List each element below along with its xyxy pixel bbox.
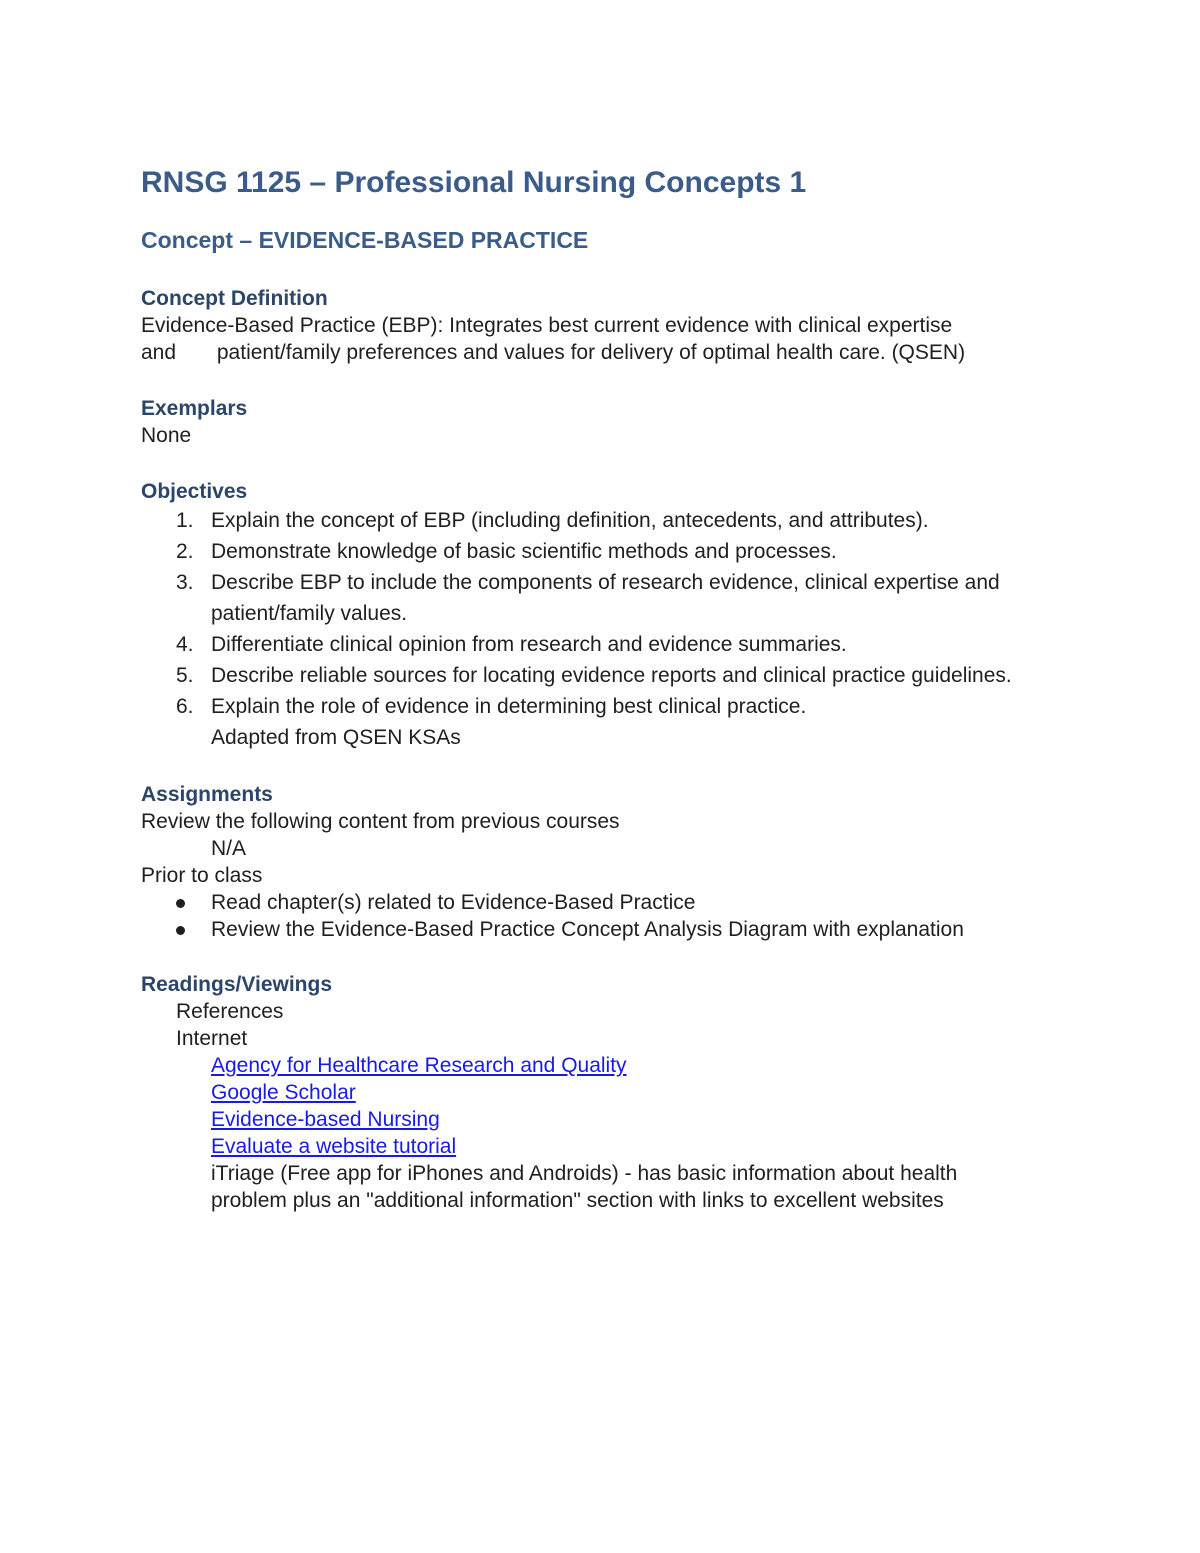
list-item-number: 1.: [176, 509, 194, 532]
list-item-text: Explain the concept of EBP (including definition, antecedents, and attributes).: [211, 509, 929, 532]
readings-section: [141, 971, 1081, 1214]
concept-title: Concept – EVIDENCE-BASED PRACTICE: [141, 227, 589, 253]
itriage-line-1: iTriage (Free app for iPhones and Androids) - has basic information about health: [211, 1162, 958, 1185]
bullet-icon: [176, 899, 185, 908]
list-item-number: 6.: [176, 695, 194, 718]
list-item-text: Differentiate clinical opinion from research and evidence summaries.: [211, 633, 847, 656]
objectives-heading: Objectives: [141, 480, 248, 503]
list-item: [141, 567, 1081, 629]
list-item-text: Describe EBP to include the components of research evidence, clinical expertise and patient/family values.: [211, 571, 1000, 625]
readings-heading: Readings/Viewings: [141, 973, 332, 996]
definition-line-1: Evidence-Based Practice (EBP): Integrates best current evidence with clinical expertise: [141, 314, 953, 337]
assignments-heading: Assignments: [141, 783, 273, 806]
list-item-number: 5.: [176, 664, 194, 687]
list-item-number: 3.: [176, 571, 194, 594]
itriage-line-2: problem plus an "additional information" section with links to excellent websites: [211, 1189, 944, 1212]
document-page: [141, 163, 1081, 1214]
definition-heading: Concept Definition: [141, 287, 328, 310]
list-item: [141, 916, 1081, 943]
list-item-text: Demonstrate knowledge of basic scientific methods and processes.: [211, 540, 837, 563]
objectives-section: [141, 478, 1081, 753]
bullet-icon: [176, 926, 185, 935]
list-item: [141, 691, 1081, 722]
definition-line-2: and patient/family preferences and values for delivery of optimal health care. (QSEN): [141, 341, 966, 364]
link-evaluate-website-tutorial[interactable]: Evaluate a website tutorial: [211, 1135, 457, 1158]
list-item-number: 2.: [176, 540, 194, 563]
list-item-text: Describe reliable sources for locating evidence reports and clinical practice guidelines.: [211, 664, 1012, 687]
internet-links: [141, 1052, 1081, 1214]
document-title: RNSG 1125 – Professional Nursing Concepts 1: [141, 166, 807, 199]
exemplars-text: None: [141, 424, 192, 447]
references-label: References: [176, 1000, 284, 1023]
review-label: Review the following content from previous courses: [141, 810, 620, 833]
list-item: [141, 660, 1081, 691]
link-ahrq[interactable]: Agency for Healthcare Research and Quality: [211, 1054, 627, 1077]
list-item-text: Read chapter(s) related to Evidence-Based Practice: [211, 891, 696, 914]
definition-section: [141, 285, 1081, 366]
assignments-section: [141, 781, 1081, 943]
list-item-text: Explain the role of evidence in determining best clinical practice.: [211, 695, 807, 718]
list-item: [141, 629, 1081, 660]
exemplars-heading: Exemplars: [141, 397, 248, 420]
list-item: [141, 505, 1081, 536]
link-google-scholar[interactable]: Google Scholar: [211, 1081, 356, 1104]
list-item: [141, 889, 1081, 916]
list-item: [141, 536, 1081, 567]
prior-list: [141, 889, 1081, 943]
link-evidence-based-nursing[interactable]: Evidence-based Nursing: [211, 1108, 440, 1131]
review-value: N/A: [211, 837, 247, 860]
objectives-source-note: Adapted from QSEN KSAs: [211, 726, 461, 749]
list-item-number: 4.: [176, 633, 194, 656]
objectives-list: [141, 505, 1081, 722]
list-item-text: Review the Evidence-Based Practice Concept Analysis Diagram with explanation: [211, 918, 964, 941]
prior-label: Prior to class: [141, 864, 263, 887]
internet-label: Internet: [176, 1027, 248, 1050]
exemplars-section: [141, 395, 1081, 449]
